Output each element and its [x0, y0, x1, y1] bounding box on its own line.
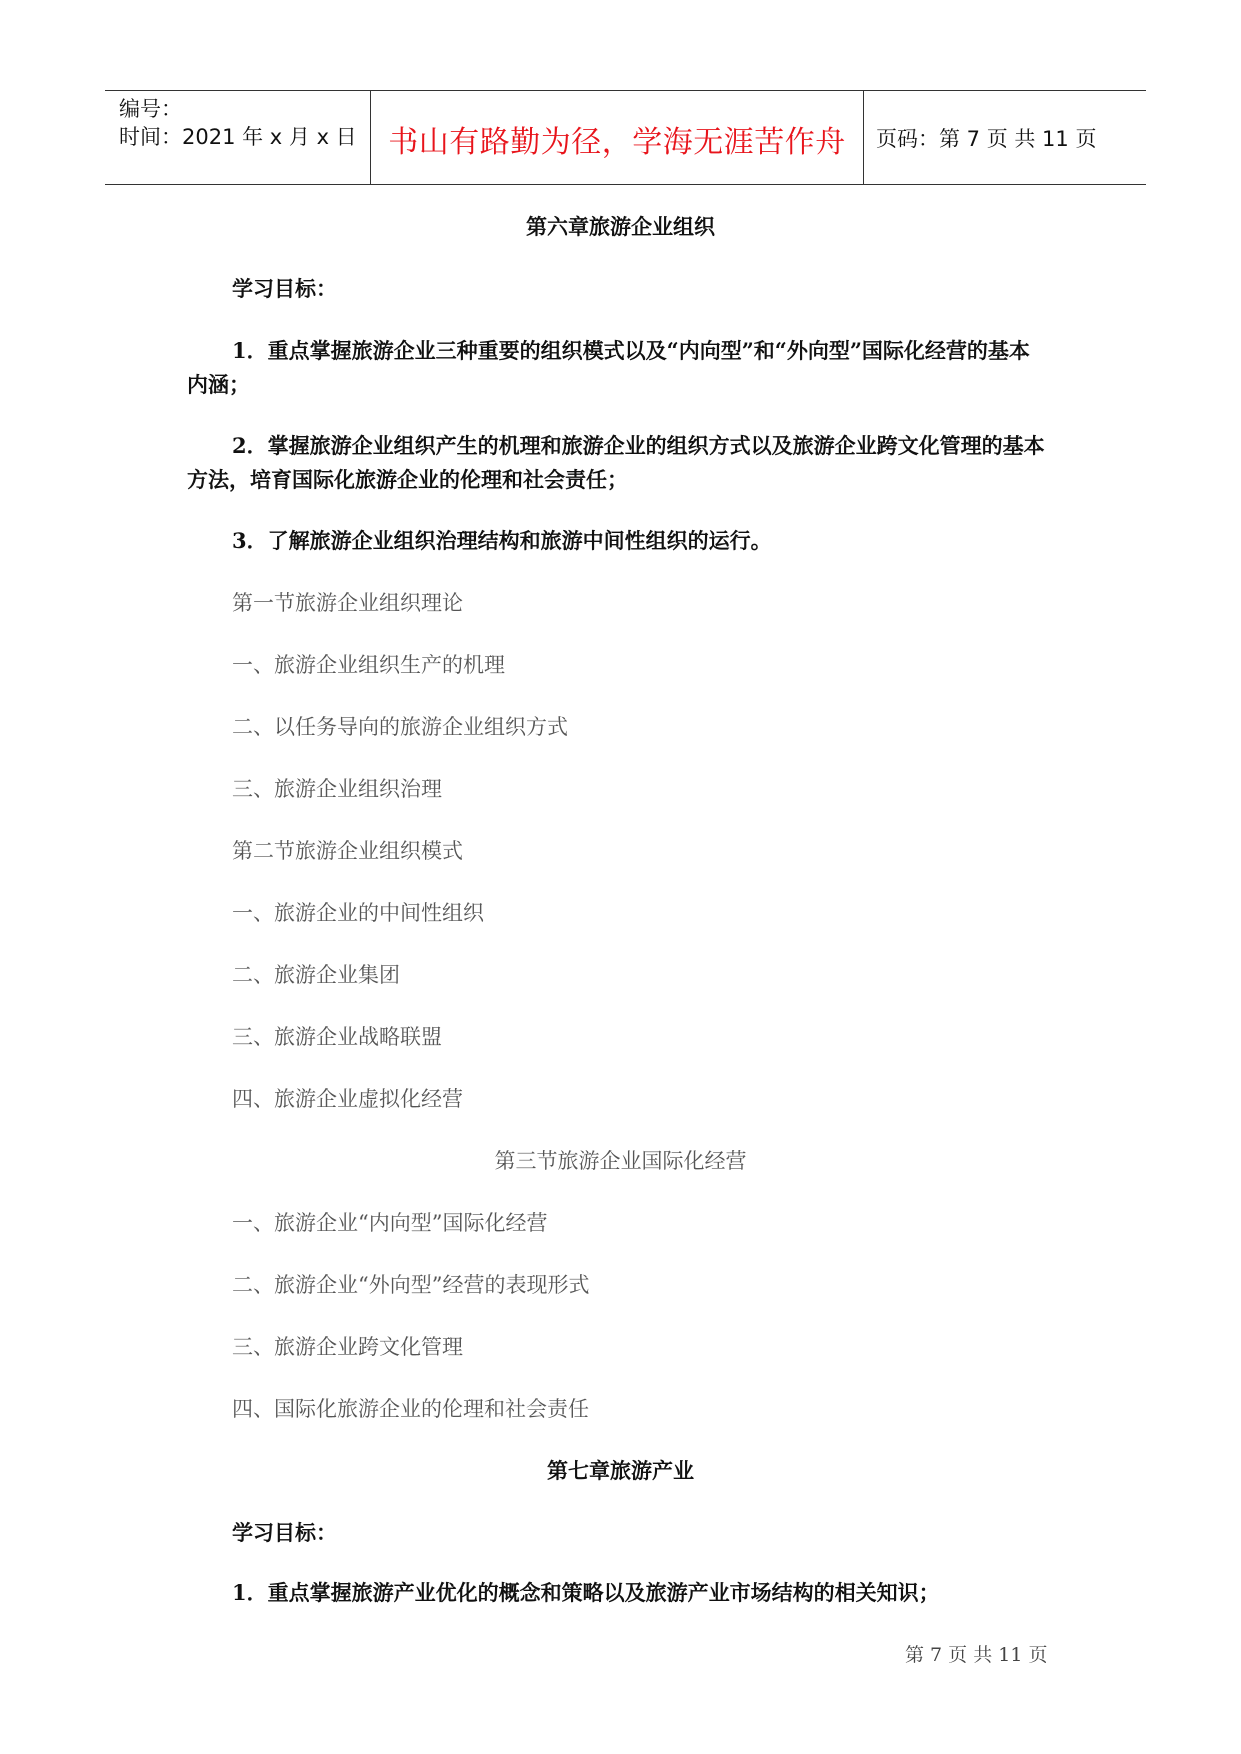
- chapter-7-goals-label: 学习目标：: [232, 1520, 337, 1545]
- chapter-7-goal-1: 1．重点掌握旅游产业优化的概念和策略以及旅游产业市场结构的相关知识；: [232, 1580, 940, 1605]
- document-number-label: 编号：: [119, 97, 182, 121]
- section-1-item: 一、旅游企业组织生产的机理: [232, 653, 505, 677]
- chapter-6-goal-2: 2．掌握旅游企业组织产生的机理和旅游企业的组织方式以及旅游企业跨文化管理的基本: [232, 433, 1045, 458]
- section-2-item: 四、旅游企业虚拟化经营: [232, 1087, 463, 1111]
- page-header: [105, 90, 1146, 185]
- chapter-6-goal-1: 1．重点掌握旅游企业三种重要的组织模式以及“内向型”和“外向型”国际化经营的基本: [232, 338, 1030, 363]
- section-2-item: 三、旅游企业战略联盟: [232, 1025, 442, 1049]
- section-1-item: 三、旅游企业组织治理: [232, 777, 442, 801]
- section-2-title: 第二节旅游企业组织模式: [232, 839, 463, 863]
- header-info-cell: [105, 91, 369, 184]
- page-footer: 第 7 页 共 11 页: [905, 1644, 1048, 1666]
- section-3-item: 三、旅游企业跨文化管理: [232, 1335, 463, 1359]
- document-date: 时间：2021 年 x 月 x 日: [119, 125, 357, 149]
- header-motto-cell: [370, 91, 864, 184]
- section-3-item: 四、国际化旅游企业的伦理和社会责任: [232, 1397, 589, 1421]
- chapter-7-title: 第七章旅游产业: [547, 1458, 694, 1483]
- section-2-item: 一、旅游企业的中间性组织: [232, 901, 484, 925]
- section-2-item: 二、旅游企业集团: [232, 963, 400, 987]
- section-3-title: 第三节旅游企业国际化经营: [494, 1149, 747, 1173]
- section-1-title: 第一节旅游企业组织理论: [232, 591, 463, 615]
- header-page-info: 页码：第 7 页 共 11 页: [876, 127, 1097, 151]
- chapter-6-goals-label: 学习目标：: [232, 276, 337, 301]
- header-motto: 书山有路勤为径，学海无涯苦作舟: [388, 125, 846, 160]
- chapter-6-goal-1-cont: 内涵；: [187, 372, 250, 397]
- header-page-cell: [864, 91, 1146, 184]
- chapter-6-goal-3: 3．了解旅游企业组织治理结构和旅游中间性组织的运行。: [232, 528, 772, 553]
- chapter-6-goal-2-cont: 方法，培育国际化旅游企业的伦理和社会责任；: [187, 467, 628, 492]
- section-3-item: 二、旅游企业“外向型”经营的表现形式: [232, 1273, 590, 1297]
- chapter-6-title: 第六章旅游企业组织: [526, 214, 715, 239]
- section-1-item: 二、以任务导向的旅游企业组织方式: [232, 715, 568, 739]
- section-3-item: 一、旅游企业“内向型”国际化经营: [232, 1211, 548, 1235]
